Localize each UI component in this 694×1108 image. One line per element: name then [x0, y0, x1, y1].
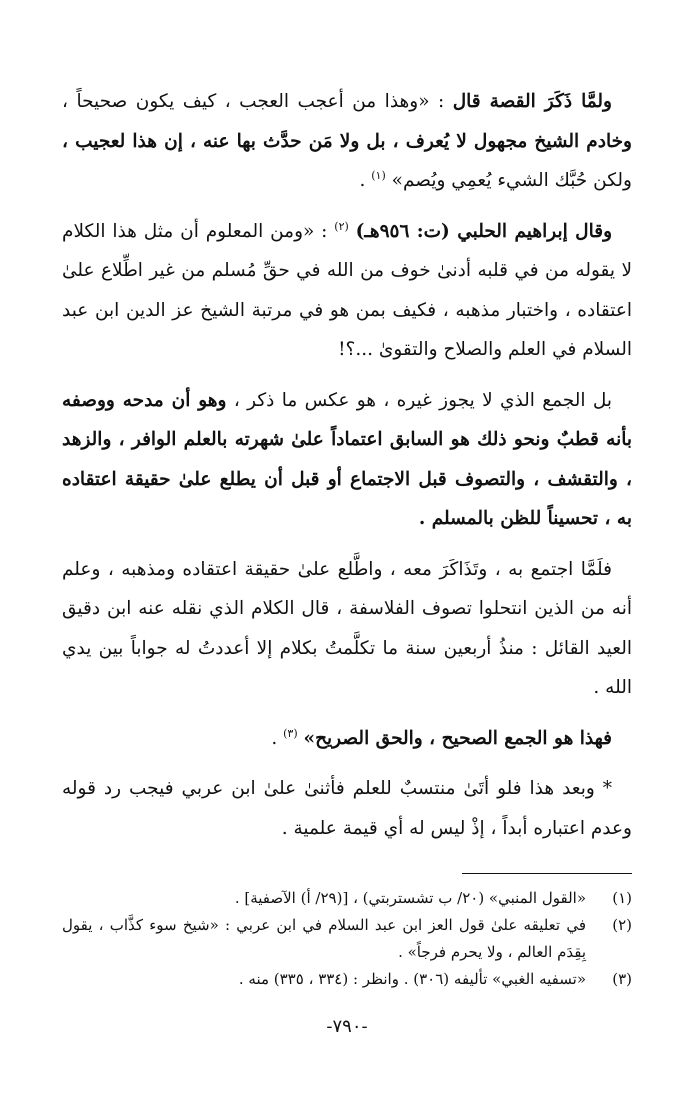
paragraph-1-quote-start: : «وهذا من أعجب العجب ، كيف يكون صحيحاً ، [62, 91, 453, 112]
paragraph-4-body: فلَمَّا اجتمع به ، وتَذَاكَرَ معه ، واطَّلع علىٰ حقيقة اعتقاده ومذهبه ، وعلم أنه من الذين انتحلوا تصوف الفلاسفة ، قال الكلام الذي نقله عنه ابن دقيق العيد القائل : منذُ أربعين سنة ما تكلَّمتُ بكلام إلا أعددتُ له جواباً بين يدي الله . [62, 558, 632, 698]
paragraph-4 [62, 550, 632, 708]
footnote-text: «القول المنبي» (٢٠/ ب تشستربتي) ، [(٢٩/ أ) الآصفية] . [234, 889, 586, 907]
paragraph-1-quote-end: ولكن حُبَّك الشيء يُعمِي ويُصم» [391, 170, 632, 191]
footnote-ref-3: (٣) [283, 726, 298, 740]
footnote-number: (٢) [612, 916, 632, 934]
paragraph-2 [62, 212, 632, 370]
footnote-ref-2: (٢) [334, 219, 349, 233]
paragraph-1-lead: ولمَّا ذَكَرَ القصة قال [452, 91, 612, 112]
paragraph-2-body: : «ومن المعلوم أن مثل هذا الكلام لا يقوله من في قلبه أدنىٰ خوف من الله في حقِّ مُسلم من غير اطِّلاع علىٰ اعتقاده ، واختبار مذهبه ، فكيف بمن هو في مرتبة الشيخ عز الدين ابن عبد السلام في العلم والصلاح والتقوىٰ ...؟! [62, 220, 632, 360]
footnote-2 [62, 912, 632, 966]
footnotes [62, 885, 632, 993]
footnote-number: (١) [612, 889, 632, 907]
paragraph-5-body: فهذا هو الجمع الصحيح ، والحق الصريح» [303, 727, 612, 749]
paragraph-5 [62, 719, 632, 759]
footnote-ref-1: (١) [371, 168, 386, 182]
footnote-3 [62, 966, 632, 993]
paragraph-1-quote-bold: وخادم الشيخ مجهول لا يُعرف ، بل ولا مَن حدَّث بها عنه ، إن هذا لعجيب ، [62, 130, 632, 152]
paragraph-5-tail: . [271, 727, 284, 749]
paragraph-3 [62, 381, 632, 539]
footnote-text: «تسفيه الغبي» تأليفه (٣٠٦) . وانظر : (٣٣٤ ، ٣٣٥) منه . [238, 970, 586, 988]
paragraph-2-lead: وقال إبراهيم الحلبي (ت: ٩٥٦هـ) [355, 220, 613, 242]
paragraph-1 [62, 82, 632, 201]
page-number: -٧٩٠- [326, 1016, 368, 1037]
paragraph-6 [62, 769, 632, 848]
paragraph-1-tail: . [359, 170, 372, 191]
paragraph-3-lead: بل الجمع الذي لا يجوز غيره ، هو عكس ما ذكر ، [226, 389, 613, 411]
footnote-number: (٣) [612, 970, 632, 988]
paragraph-3-bold: وهو أن مدحه ووصفه بأنه قطبٌ ونحو ذلك هو السابق اعتماداً علىٰ شهرته بالعلم الوافر ، والزهد ، والتقشف ، والتصوف قبل الاجتماع أو قبل أن يطلع علىٰ حقيقة اعتقاده به ، تحسيناً للظن بالمسلم . [62, 389, 632, 529]
footnote-1 [62, 885, 632, 912]
main-text [62, 82, 632, 859]
footnote-divider [462, 873, 632, 874]
footnote-text: في تعليقه علىٰ قول العز ابن عبد السلام في ابن عربي : «شيخ سوء كذَّاب ، يقول بِقِدَم العالم ، ولا يحرم فرجاً» . [62, 916, 586, 961]
paragraph-6-body: * وبعد هذا فلو أتَىٰ منتسبٌ للعلم فأثنىٰ علىٰ ابن عربي فيجب رد قوله وعدم اعتباره أبداً ، إذْ ليس له أي قيمة علمية . [62, 778, 632, 839]
